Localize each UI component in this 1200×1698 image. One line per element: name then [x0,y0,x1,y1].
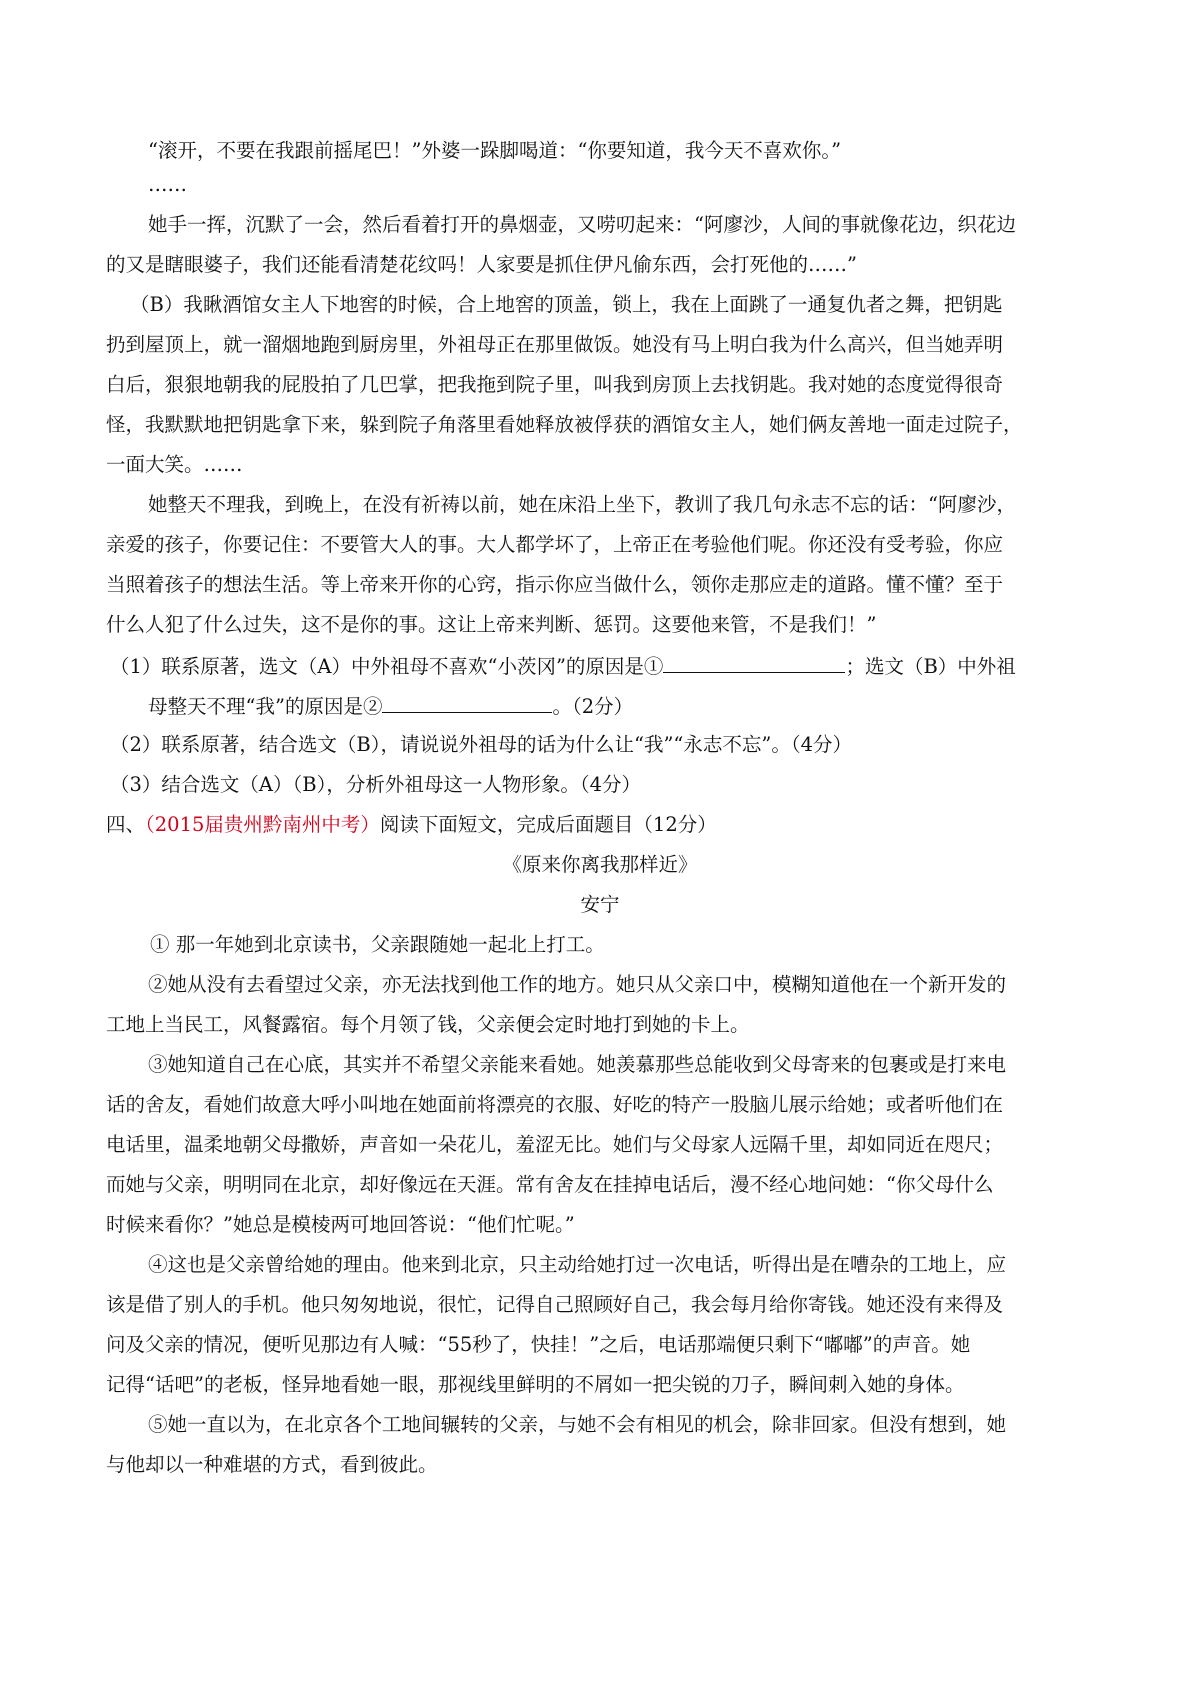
question-1 [0,650,1200,682]
article-author: 安宁 [580,893,620,916]
text-line: 她手一挥，沉默了一会，然后看着打开的鼻烟壶，又唠叨起来：“阿廖沙，人间的事就像花边，织花边 [148,213,1016,236]
answer-blank-2[interactable] [382,690,552,713]
text-line: 亲爱的孩子，你要记住：不要管大人的事。大人都学坏了，上帝正在考验他们呢。你还没有受考验，你应 [106,533,1004,556]
section-source: （2015届贵州黔南州中考） [145,813,380,836]
article-paragraph-5: 与他却以一种难堪的方式，看到彼此。 [106,1453,438,1476]
article-paragraph-5: ⑤她一直以为，在北京各个工地间辗转的父亲，与她不会有相见的机会，除非回家。但没有想到，她 [148,1413,1007,1436]
text-line: 怪，我默默地把钥匙拿下来，躲到院子角落里看她释放被俘获的酒馆女主人，她们俩友善地一面走过院子， [106,413,1023,436]
text-line: 白后，狠狠地朝我的屁股拍了几巴掌，把我拖到院子里，叫我到房顶上去找钥匙。我对她的态度觉得很奇 [106,373,1004,396]
question-1-text: （1）联系原著，选文（A）中外祖母不喜欢“小茨冈”的原因是① [110,655,664,678]
answer-blank-1[interactable] [663,650,845,673]
article-paragraph-2: ②她从没有去看望过父亲，亦无法找到他工作的地方。她只从父亲口中，模糊知道他在一个新开发的 [148,973,1007,996]
text-line: 什么人犯了什么过失，这不是你的事。这让上帝来判断、惩罚。这要他来管，不是我们！” [106,613,877,636]
article-paragraph-4: 问及父亲的情况，便听见那边有人喊：“55秒了，快挂！”之后，电话那端便只剩下“嘟嘟”的声音。她 [106,1333,971,1356]
article-paragraph-3: 而她与父亲，明明同在北京，却好像远在天涯。常有舍友在挂掉电话后，漫不经心地问她：“你父母什么 [106,1173,994,1196]
section-number: 四、 [106,813,146,836]
article-paragraph-4: ④这也是父亲曾给她的理由。他来到北京，只主动给她打过一次电话，听得出是在嘈杂的工地上，应 [148,1253,1007,1276]
text-line: 的又是瞎眼婆子，我们还能看清楚花纹吗！人家要是抓住伊凡偷东西，会打死他的……” [106,253,857,276]
article-title: 《原来你离我那样近》 [502,853,698,876]
ellipsis-line: …… [148,173,187,196]
text-line: “滚开，不要在我跟前摇尾巴！”外婆一跺脚喝道：“你要知道，我今天不喜欢你。” [148,139,842,162]
article-paragraph-2: 工地上当民工，风餐露宿。每个月领了钱，父亲便会定时地打到她的卡上。 [106,1013,750,1036]
text-line: （B）我瞅酒馆女主人下地窖的时候，合上地窖的顶盖，锁上，我在上面跳了一通复仇者之舞，把钥匙 [130,293,1003,316]
text-line: 当照着孩子的想法生活。等上帝来开你的心窍，指示你应当做什么，领你走那应走的道路。懂不懂？至于 [106,573,1004,596]
question-1-points: 。（2分） [552,695,634,718]
question-1-text-cont: ；选文（B）中外祖 [845,655,1016,678]
text-line: 她整天不理我，到晚上，在没有祈祷以前，她在床沿上坐下，教训了我几句永志不忘的话：“阿廖沙， [148,493,1016,516]
article-paragraph-1: ① 那一年她到北京读书，父亲跟随她一起北上打工。 [150,933,605,956]
article-paragraph-4: 该是借了别人的手机。他只匆匆地说，很忙，记得自己照顾好自己，我会每月给你寄钱。她还没有来得及 [106,1293,1004,1316]
text-line: 一面大笑。…… [106,453,243,476]
section-4-header [0,810,1200,840]
article-paragraph-3: 话的舍友，看她们故意大呼小叫地在她面前将漂亮的衣服、好吃的特产一股脑儿展示给她；或者听他们在 [106,1093,1004,1116]
text-line: 扔到屋顶上，就一溜烟地跑到厨房里，外祖母正在那里做饭。她没有马上明白我为什么高兴，但当她弄明 [106,333,1004,356]
article-paragraph-3: 时候来看你？”她总是模棱两可地回答说：“他们忙呢。” [106,1213,575,1236]
question-3: （3）结合选文（A）（B），分析外祖母这一人物形象。（4分） [110,773,641,796]
article-paragraph-3: 电话里，温柔地朝父母撒娇，声音如一朵花儿，羞涩无比。她们与父母家人远隔千里，却如同近在咫尺； [106,1133,1004,1156]
article-paragraph-4: 记得“话吧”的老板，怪异地看她一眼，那视线里鲜明的不屑如一把尖锐的刀子，瞬间刺入她的身体。 [106,1373,965,1396]
section-instruction: 阅读下面短文，完成后面题目（12分） [379,813,717,836]
question-1-cont [0,690,1200,722]
question-1-text-2: 母整天不理“我”的原因是② [148,695,383,718]
article-paragraph-3: ③她知道自己在心底，其实并不希望父亲能来看她。她羡慕那些总能收到父母寄来的包裹或是打来电 [148,1053,1007,1076]
question-2: （2）联系原著，结合选文（B），请说说外祖母的话为什么让“我”“永志不忘”。（4分） [110,733,853,756]
